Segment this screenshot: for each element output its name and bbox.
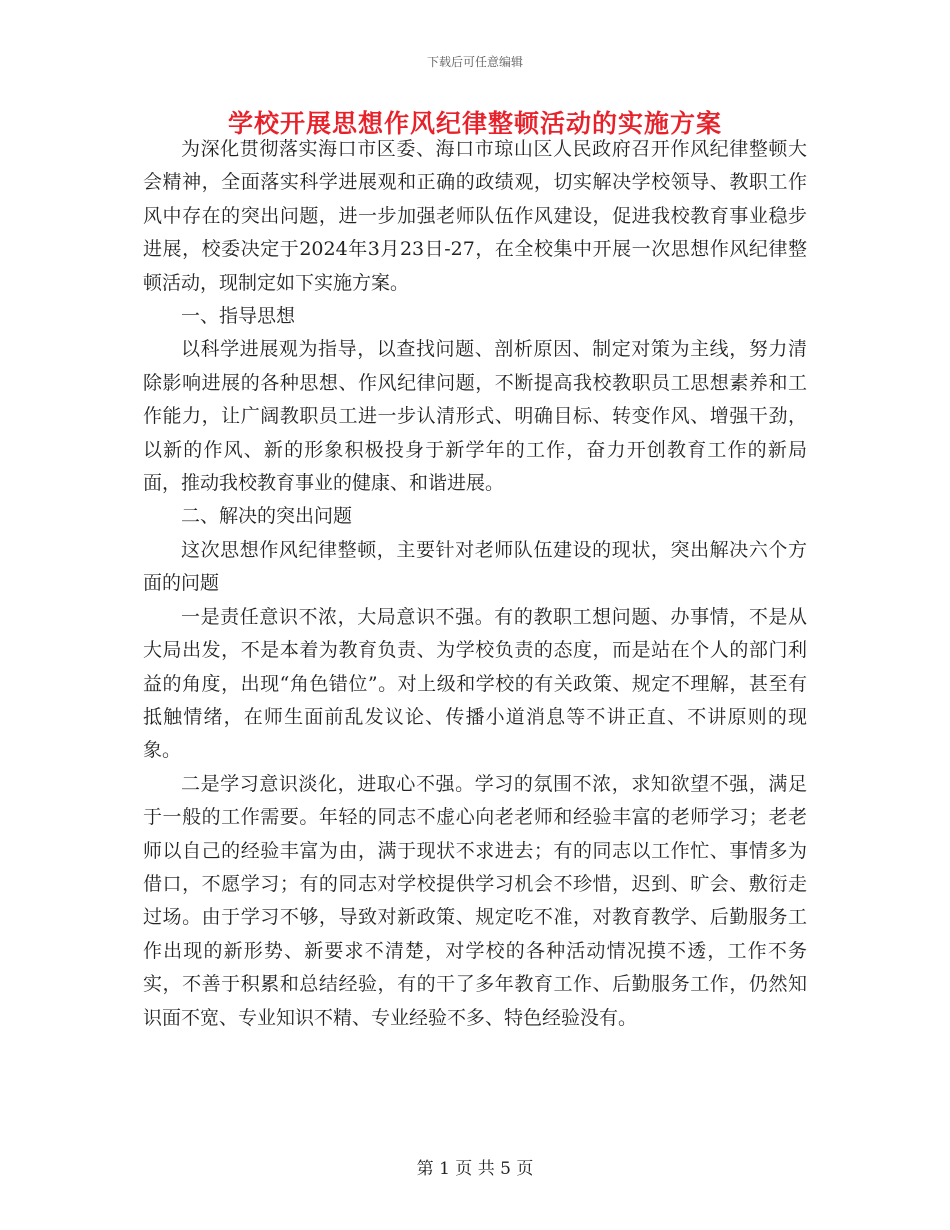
paragraph-guiding-thought: 以科学进展观为指导，以查找问题、剖析原因、制定对策为主线，努力清除影响进展的各种思想、作风纪律问题，不断提高我校教职员工思想素养和工作能力，让广阔教职员工进一步认清形式、明确目标、转变作风、增强干劲，以新的作风、新的形象积极投身于新学年的工作，奋力开创教育工作的新局面，推动我校教育事业的健康、和谐进展。: [143, 338, 807, 495]
paragraph-problems-intro: 这次思想作风纪律整顿，主要针对老师队伍建设的现状，突出解决六个方面的问题: [143, 538, 807, 595]
section-heading-problems: 二、解决的突出问题: [181, 505, 353, 528]
paragraph-problem-two: 二是学习意识淡化，进取心不强。学习的氛围不浓，求知欲望不强，满足于一般的工作需要。年轻的同志不虚心向老老师和经验丰富的老师学习；老老师以自己的经验丰富为由，满于现状不求进去；有的同志以工作忙、事情多为借口，不愿学习；有的同志对学校提供学习机会不珍惜，迟到、旷会、敷衍走过场。由于学习不够，导致对新政策、规定吃不准，对教育教学、后勤服务工作出现的新形势、新要求不清楚，对学校的各种活动情况摸不透，工作不务实，不善于积累和总结经验，有的干了多年教育工作、后勤服务工作，仍然知识面不宽、专业知识不精、专业经验不多、特色经验没有。: [143, 772, 807, 1029]
section-heading-guiding-thought: 一、指导思想: [181, 305, 296, 328]
document-body: [143, 133, 807, 1035]
page-header: 下载后可任意编辑: [426, 55, 523, 69]
page-footer: 第 1 页 共 5 页: [416, 1159, 534, 1179]
paragraph-intro: 为深化贯彻落实海口市区委、海口市琼山区人民政府召开作风纪律整顿大会精神，全面落实科学进展观和正确的政绩观，切实解决学校领导、教职工作风中存在的突出问题，进一步加强老师队伍作风建设，促进我校教育事业稳步进展，校委决定于2024年3月23日-27，在全校集中开展一次思想作风纪律整顿活动，现制定如下实施方案。: [143, 138, 807, 294]
document-title: 学校开展思想作风纪律整顿活动的实施方案: [227, 109, 722, 138]
paragraph-problem-one: 一是责任意识不浓，大局意识不强。有的教职工想问题、办事情，不是从大局出发，不是本着为教育负责、为学校负责的态度，而是站在个人的部门利益的角度，出现“角色错位”。对上级和学校的有关政策、规定不理解，甚至有抵触情绪，在师生面前乱发议论、传播小道消息等不讲正直、不讲原则的现象。: [143, 605, 807, 762]
